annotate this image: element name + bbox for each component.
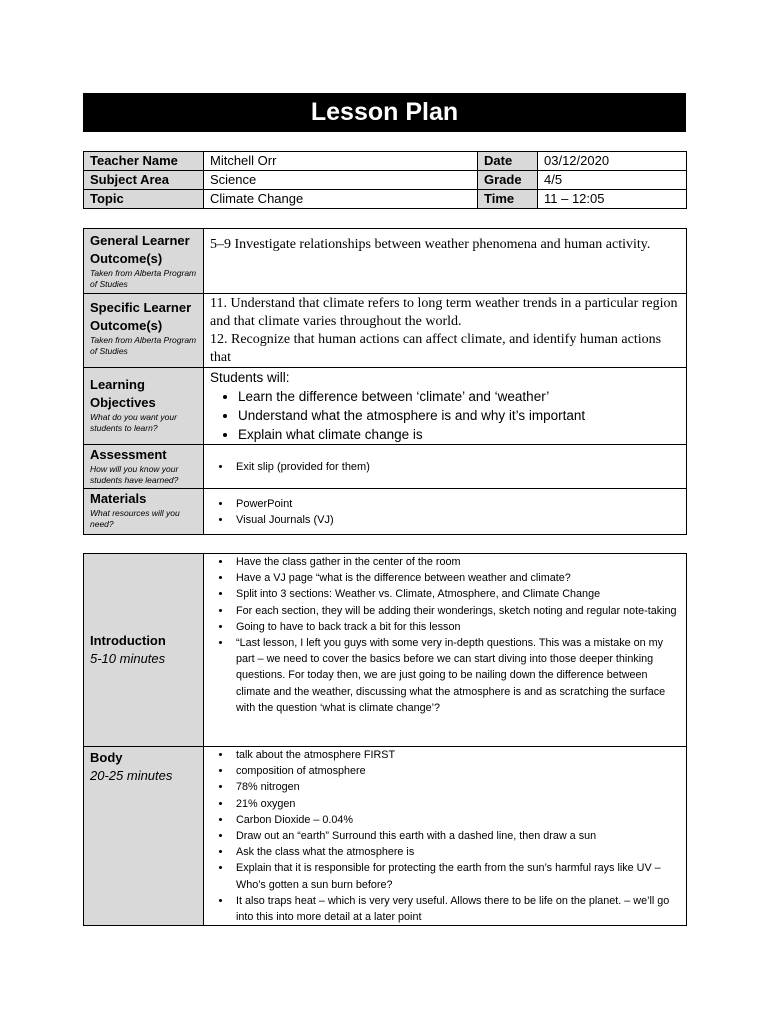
learning-objectives-label-cell (84, 368, 204, 445)
body-item: • 21% oxygen (232, 796, 680, 812)
info-row-subject (84, 171, 687, 190)
topic-value: Climate Change (204, 190, 478, 209)
general-outcome-text: 5–9 Investigate relationships between weather phenomena and human activity. (204, 229, 687, 294)
assessment-content (204, 445, 687, 489)
general-outcome-row (84, 229, 687, 294)
materials-label: Materials (90, 491, 147, 506)
general-outcome-sub: Taken from Alberta Program of Studies (90, 268, 197, 289)
objective-item: • Explain what climate change is (238, 425, 680, 444)
body-content (204, 747, 687, 926)
specific-outcome-row (84, 294, 687, 368)
outcomes-table (83, 228, 687, 535)
body-time: 20-25 minutes (90, 768, 173, 783)
objectives-intro: Students will: (210, 370, 290, 385)
learning-objectives-label: Learning Objectives (90, 377, 156, 410)
assessment-sub: How will you know your students have learned? (90, 464, 179, 485)
materials-label-cell (84, 489, 204, 535)
introduction-row (84, 554, 687, 747)
body-item: • Carbon Dioxide – 0.04% (232, 812, 680, 828)
teacher-name-label: Teacher Name (84, 152, 204, 171)
body-title: Body (90, 750, 123, 765)
subject-area-value: Science (204, 171, 478, 190)
specific-outcome-sub: Taken from Alberta Program of Studies (90, 335, 197, 356)
body-item: • Ask the class what the atmosphere is (232, 844, 680, 860)
introduction-content (204, 554, 687, 747)
learning-objectives-content (204, 368, 687, 445)
specific-outcome-11: 11. Understand that climate refers to long term weather trends in a particular region and that climate varies throughout the world. (210, 296, 678, 329)
introduction-time: 5-10 minutes (90, 651, 166, 666)
objective-item: • Learn the difference between ‘climate’ and ‘weather’ (238, 387, 680, 406)
introduction-item: • Have a VJ page “what is the difference between weather and climate? (232, 570, 680, 586)
time-label: Time (478, 190, 538, 209)
materials-row (84, 489, 687, 535)
introduction-item: • Split into 3 sections: Weather vs. Climate, Atmosphere, and Climate Change (232, 586, 680, 602)
materials-content (204, 489, 687, 535)
objectives-list (210, 387, 680, 444)
assessment-label-cell (84, 445, 204, 489)
materials-list (210, 496, 680, 528)
introduction-list (210, 554, 680, 716)
materials-item: • Visual Journals (VJ) (232, 512, 680, 528)
learning-objectives-row (84, 368, 687, 445)
body-item: • It also traps heat – which is very very useful. Allows there to be life on the planet. – we’ll go into this into more detail at a later point (232, 893, 680, 925)
body-item: • composition of atmosphere (232, 763, 680, 779)
assessment-label: Assessment (90, 447, 167, 462)
grade-label: Grade (478, 171, 538, 190)
assessment-row (84, 445, 687, 489)
specific-outcome-label: Specific Learner Outcome(s) (90, 300, 192, 333)
introduction-item: • “Last lesson, I left you guys with some very in-depth questions. This was a mistake on my part – we need to cover the basics before we can start diving into those deeper thinking questions. For today then, we are just going to be nailing down the difference between climate and the weather, discussing what the atmosphere is and as scratching the surface with the question ‘what is climate change’? (232, 635, 680, 716)
body-item: • 78% nitrogen (232, 779, 680, 795)
introduction-item: • Going to have to back track a bit for this lesson (232, 619, 680, 635)
body-list (210, 747, 680, 925)
introduction-item: • For each section, they will be adding their wonderings, sketch noting and regular note-taking (232, 603, 680, 619)
info-row-teacher (84, 152, 687, 171)
assessment-list (210, 459, 680, 475)
date-value: 03/12/2020 (538, 152, 687, 171)
page-title: Lesson Plan (83, 93, 686, 132)
info-table (83, 151, 687, 209)
body-item: • Explain that it is responsible for protecting the earth from the sun’s harmful rays like UV – Who’s gotten a sun burn before? (232, 860, 680, 892)
date-label: Date (478, 152, 538, 171)
specific-outcome-text (204, 294, 687, 368)
objective-item: • Understand what the atmosphere is and why it’s important (238, 406, 680, 425)
subject-area-label: Subject Area (84, 171, 204, 190)
introduction-title: Introduction (90, 633, 166, 648)
grade-value: 4/5 (538, 171, 687, 190)
teacher-name-value: Mitchell Orr (204, 152, 478, 171)
materials-item: • PowerPoint (232, 496, 680, 512)
specific-outcome-12: 12. Recognize that human actions can affect climate, and identify human actions that (210, 332, 662, 365)
general-outcome-label: General Learner Outcome(s) (90, 233, 190, 266)
materials-sub: What resources will you need? (90, 508, 180, 529)
lesson-table (83, 553, 687, 926)
introduction-label-cell (84, 554, 204, 747)
body-item: • Draw out an “earth” Surround this earth with a dashed line, then draw a sun (232, 828, 680, 844)
specific-outcome-label-cell (84, 294, 204, 368)
body-item: • talk about the atmosphere FIRST (232, 747, 680, 763)
learning-objectives-sub: What do you want your students to learn? (90, 412, 177, 433)
time-value: 11 – 12:05 (538, 190, 687, 209)
topic-label: Topic (84, 190, 204, 209)
body-label-cell (84, 747, 204, 926)
assessment-item: • Exit slip (provided for them) (232, 459, 680, 475)
body-row (84, 747, 687, 926)
general-outcome-label-cell (84, 229, 204, 294)
info-row-topic (84, 190, 687, 209)
introduction-item: • Have the class gather in the center of the room (232, 554, 680, 570)
